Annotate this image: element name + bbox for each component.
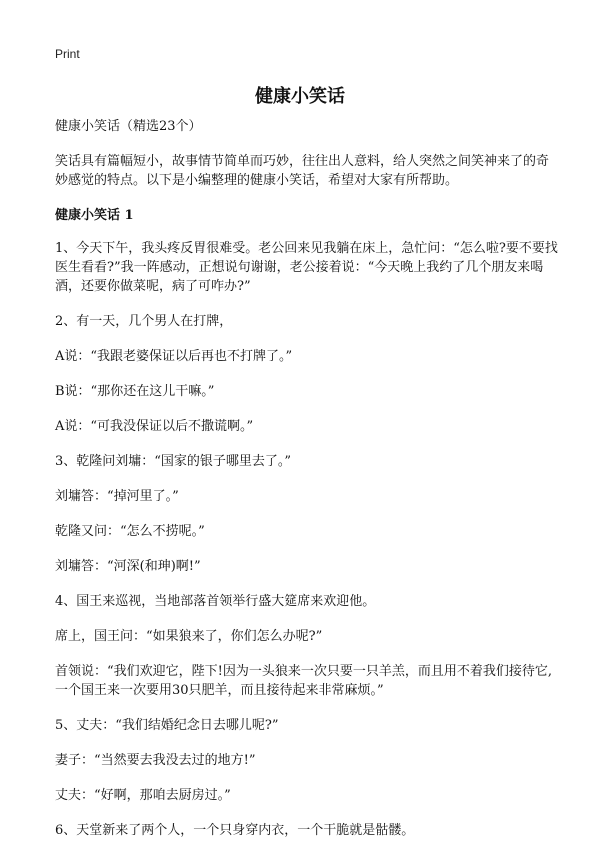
joke-paragraph: A说：“我跟老婆保证以后再也不打牌了。”	[55, 349, 293, 364]
joke-paragraph: 6、天堂新来了两个人，一个只身穿内衣，一个干脆就是骷髅。	[55, 823, 415, 838]
joke-paragraph: 刘墉答：“掉河里了。”	[55, 489, 179, 504]
intro-paragraph: 笑话具有篇幅短小，故事情节简单而巧妙，往往出人意料，给人突然之间笑神来了的奇妙感觉的特点。以下是小编整理的健康小笑话，希望对大家有所帮助。	[55, 154, 550, 188]
joke-paragraph: 妻子：“当然要去我没去过的地方!”	[55, 753, 256, 768]
joke-paragraph: B说：“那你还在这儿干嘛。”	[55, 384, 215, 399]
joke-paragraph: 乾隆又问：“怎么不捞呢。”	[55, 524, 205, 539]
joke-paragraph: 4、国王来巡视，当地部落首领举行盛大筵席来欢迎他。	[55, 594, 376, 609]
joke-paragraph: 首领说：“我们欢迎它，陛下!因为一头狼来一次只要一只羊羔，而且用不着我们接待它,一个国王来一次要用30只肥羊，而且接待起来非常麻烦。”	[55, 664, 553, 698]
joke-paragraph: 2、有一天，几个男人在打牌，	[55, 314, 233, 329]
print-label: Print	[55, 47, 80, 61]
joke-paragraph: A说：“可我没保证以后不撒谎啊。”	[55, 419, 254, 434]
document-title: 健康小笑话	[255, 86, 345, 107]
document-subtitle: 健康小笑话（精选23个）	[55, 119, 202, 134]
joke-paragraph: 3、乾隆问刘墉：“国家的银子哪里去了。”	[55, 454, 292, 469]
joke-paragraph: 席上，国王问：“如果狼来了，你们怎么办呢?”	[55, 629, 323, 644]
joke-paragraph: 5、丈夫：“我们结婚纪念日去哪儿呢?”	[55, 718, 279, 733]
document-body	[55, 117, 560, 856]
joke-paragraph: 丈夫：“好啊，那咱去厨房过。”	[55, 788, 231, 803]
joke-paragraph: 刘墉答：“河深(和珅)啊!”	[55, 559, 201, 574]
joke-paragraph: 1、今天下午，我头疼反胃很难受。老公回来见我躺在床上，急忙问：“怎么啦?要不要找医生看看?”我一阵感动，正想说句谢谢，老公接着说：“今天晚上我约了几个朋友来喝酒，还要你做菜呢，病了可咋办?”	[55, 241, 558, 294]
section-heading: 健康小笑话 1	[55, 208, 134, 223]
